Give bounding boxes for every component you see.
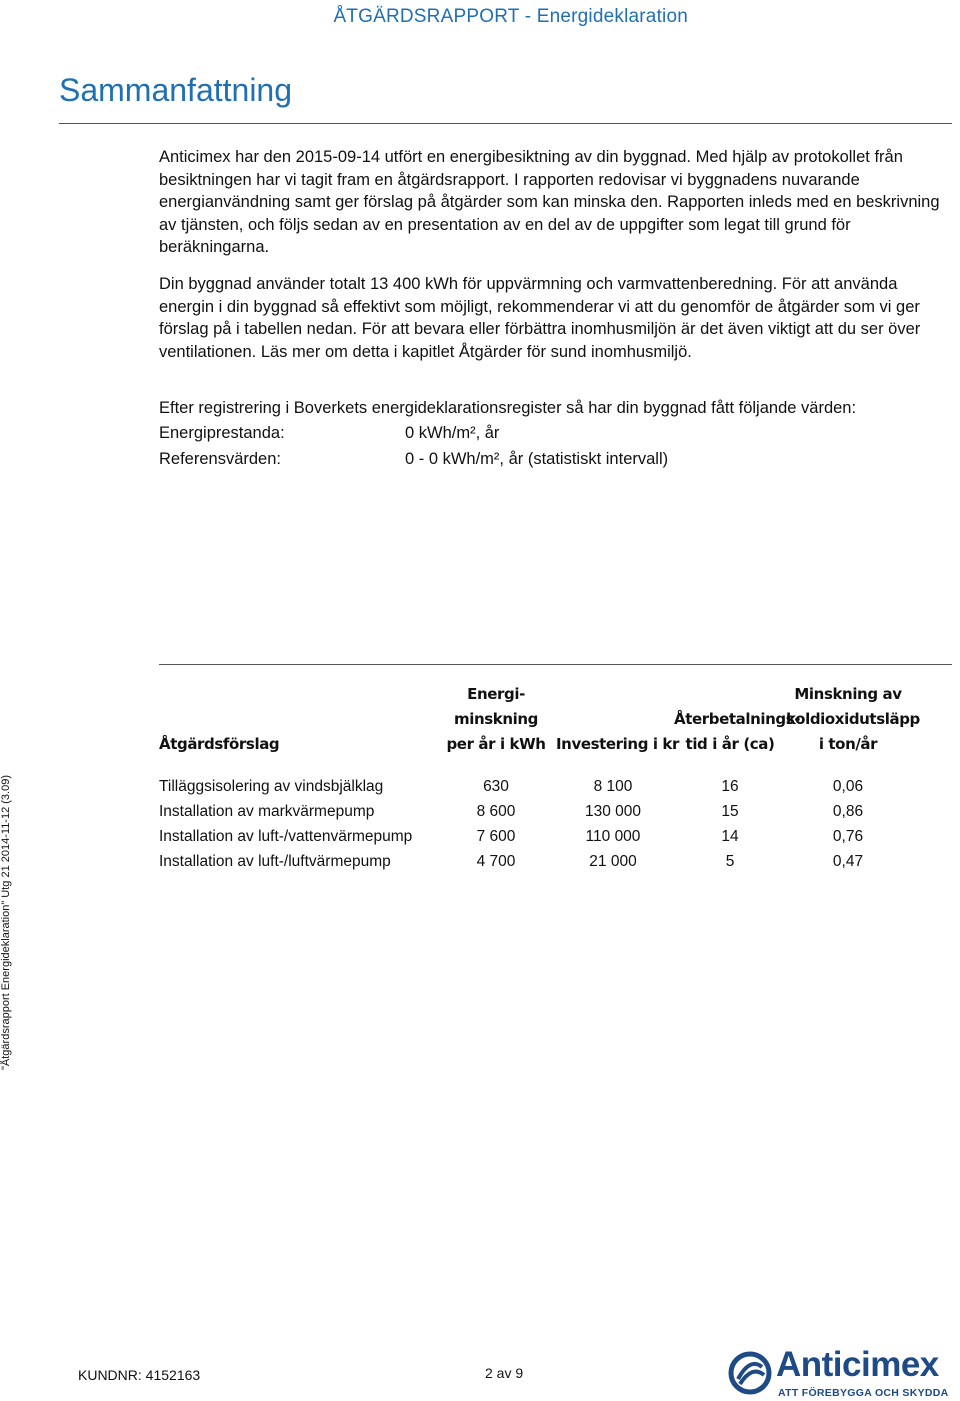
cell-co2: 0,06 (832, 778, 864, 795)
intro-paragraph: Anticimex har den 2015-09-14 utfört en energibesiktning av din byggnad. Med hjälp av protokollet från besiktningen har vi tagit fram en åtgärdsrapport. I rapporten redovisar vi byggnadens nuvarande energianvändning samt ger förslag på åtgärder som kan minska den. Rapporten inleds med en beskrivning av tjänsten, och följs sedan av en presentation av en del av de uppgifter som legat till grund för beräkningarna. (159, 148, 940, 256)
footer-customer-number: KUNDNR: 4152163 (78, 1367, 201, 1383)
usage-paragraph: Din byggnad använder totalt 13 400 kWh för uppvärmning och varmvattenberedning. För att använda energin i din byggnad så effektivt som möjligt, rekommenderar vi att du genomför de åtgärder som vi ger förslag på i tabellen nedan. För att bevara eller förbättra inomhusmiljön är det även viktigt att du ser över ventilationen. Läs mer om detta i kapitlet Åtgärder för sund inomhusmiljö. (159, 275, 921, 361)
table-row (159, 803, 939, 828)
reference-values-label: Referensvärden: (159, 450, 281, 468)
heading-divider (59, 123, 952, 124)
cell-energy: 4 700 (476, 853, 516, 870)
header-co2-reduction (786, 682, 920, 757)
cell-co2: 0,47 (832, 853, 864, 870)
table-row (159, 778, 939, 803)
section-heading: Sammanfattning (59, 72, 293, 108)
energy-performance-label: Energiprestanda: (159, 424, 285, 442)
header-energy-line: minskning (454, 710, 538, 728)
header-energy-line: Energi- (467, 685, 525, 703)
reference-values-value: 0 - 0 kWh/m², år (statistiskt intervall) (405, 450, 669, 468)
cell-investment: 110 000 (585, 828, 641, 845)
header-payback-line: Återbetalnings- (674, 710, 801, 728)
cell-investment: 130 000 (584, 803, 642, 820)
cell-investment: 8 100 (593, 778, 633, 795)
footer-page-number: 2 av 9 (485, 1365, 524, 1381)
header-co2-line: i ton/år (818, 735, 878, 753)
header-co2-line: Minskning av (794, 685, 902, 703)
header-investment: Investering i kr (556, 735, 679, 753)
anticimex-logo (728, 1345, 960, 1401)
header-energy-reduction (440, 682, 552, 757)
cell-payback: 16 (721, 778, 739, 795)
cell-payback: 15 (721, 803, 739, 820)
cell-action: Installation av luft-/luftvärmepump (159, 853, 391, 870)
cell-energy: 7 600 (476, 828, 516, 845)
cell-action: Tilläggsisolering av vindsbjälklag (159, 778, 384, 795)
header-co2-line: koldioxidutsläpp (786, 710, 920, 728)
cell-co2: 0,86 (832, 803, 864, 820)
cell-action: Installation av luft-/vattenvärmepump (159, 828, 413, 845)
cell-energy: 8 600 (476, 803, 516, 820)
logo-wordmark: Anticimex (776, 1345, 939, 1384)
header-action: Åtgärdsförslag (159, 735, 280, 753)
anticimex-logo-mark-icon (728, 1351, 772, 1395)
header-energy-line: per år i kWh (446, 735, 546, 753)
cell-energy: 630 (483, 778, 509, 795)
side-document-version: "Åtgärdsrapport Energideklaration" Utg 21 2014-11-12 (3.09) (0, 774, 12, 1070)
cell-action: Installation av markvärmepump (159, 803, 375, 820)
table-top-divider (159, 664, 952, 665)
cell-investment: 21 000 (589, 853, 637, 870)
cell-co2: 0,76 (832, 828, 864, 845)
table-row (159, 828, 939, 853)
cell-payback: 14 (721, 828, 739, 845)
document-header-title: ÅTGÄRDSRAPPORT - Energideklaration (333, 6, 688, 27)
logo-tagline: ATT FÖREBYGGA OCH SKYDDA (778, 1387, 949, 1399)
table-row (159, 853, 939, 878)
energy-performance-value: 0 kWh/m², år (405, 424, 500, 442)
cell-payback: 5 (725, 853, 735, 870)
registry-paragraph: Efter registrering i Boverkets energideklarationsregister så har din byggnad fått följande värden: (159, 399, 857, 417)
header-payback-time (674, 707, 801, 757)
header-payback-line: tid i år (ca) (685, 735, 775, 753)
